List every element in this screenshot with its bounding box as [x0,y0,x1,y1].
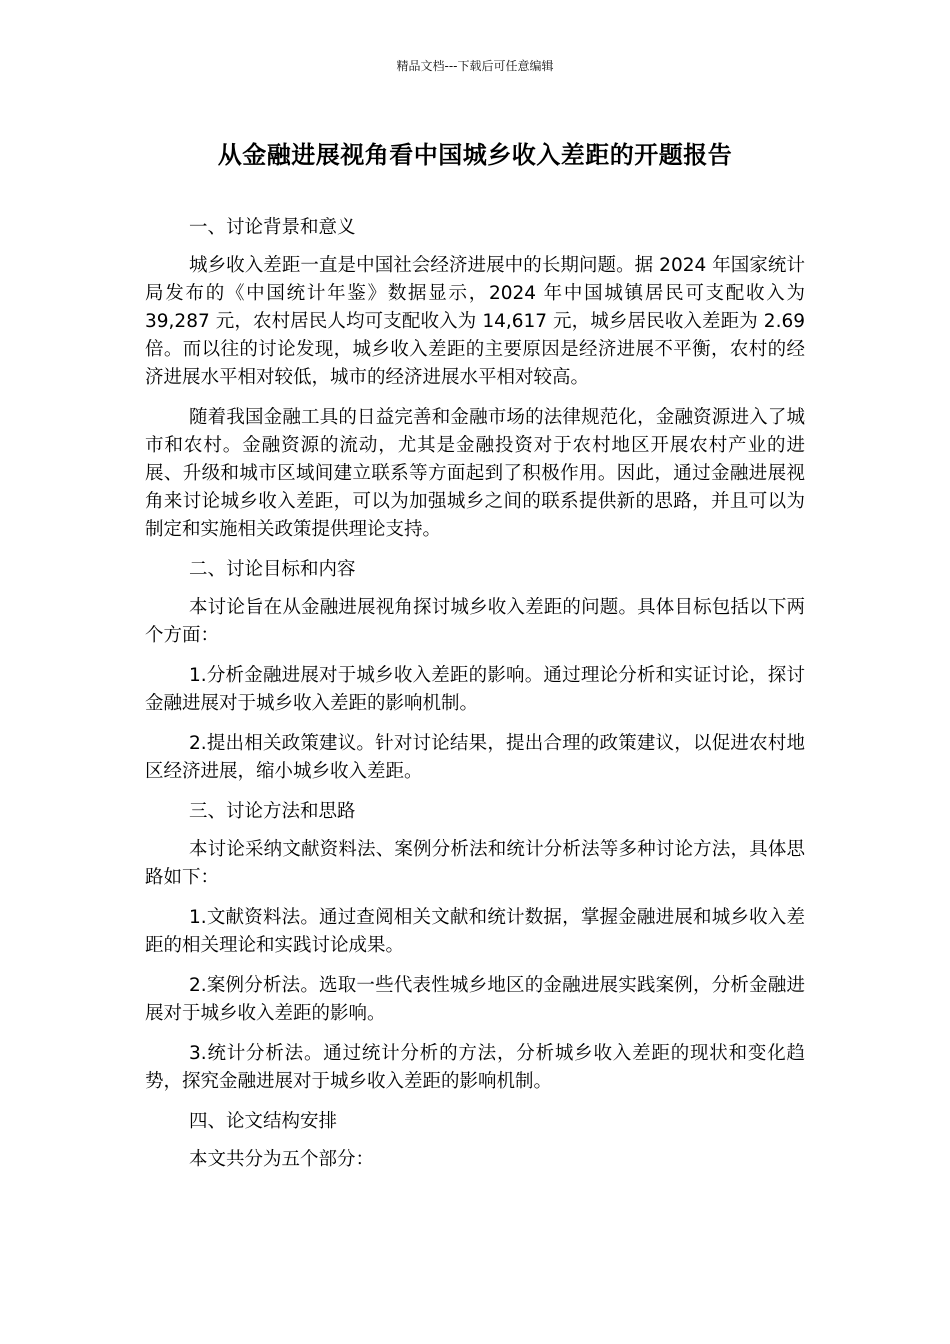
header-note: 精品文档---下载后可任意编辑 [396,59,554,73]
paragraph-method-3: 3.统计分析法。通过统计分析的方法，分析城乡收入差距的现状和变化趋势，探究金融进展对于城乡收入差距的影响机制。 [145,1043,805,1092]
document-body [145,214,805,1186]
paragraph-goals-intro: 本讨论旨在从金融进展视角探讨城乡收入差距的问题。具体目标包括以下两个方面： [145,597,805,646]
paragraph-method-1: 1.文献资料法。通过查阅相关文献和统计数据，掌握金融进展和城乡收入差距的相关理论和实践讨论成果。 [145,907,805,956]
paragraph-goal-2: 2.提出相关政策建议。针对讨论结果，提出合理的政策建议，以促进农村地区经济进展，缩小城乡收入差距。 [145,733,805,782]
paragraph-financial-resources: 随着我国金融工具的日益完善和金融市场的法律规范化，金融资源进入了城市和农村。金融资源的流动，尤其是金融投资对于农村地区开展农村产业的进展、升级和城市区域间建立联系等方面起到了积极作用。因此，通过金融进展视角来讨论城乡收入差距，可以为加强城乡之间的联系提供新的思路，并且可以为制定和实施相关政策提供理论支持。 [145,407,805,540]
paragraph-goal-1: 1.分析金融进展对于城乡收入差距的影响。通过理论分析和实证讨论，探讨金融进展对于城乡收入差距的影响机制。 [145,665,805,714]
paragraph-structure-intro: 本文共分为五个部分： [189,1149,375,1170]
document-title: 从金融进展视角看中国城乡收入差距的开题报告 [217,141,733,169]
section-heading-goals: 二、讨论目标和内容 [189,559,356,580]
section-heading-methods: 三、讨论方法和思路 [189,801,356,822]
paragraph-methods-intro: 本讨论采纳文献资料法、案例分析法和统计分析法等多种讨论方法，具体思路如下： [145,839,805,888]
section-heading-background: 一、讨论背景和意义 [189,217,356,238]
section-heading-structure: 四、论文结构安排 [189,1111,338,1132]
paragraph-income-gap-stats: 城乡收入差距一直是中国社会经济进展中的长期问题。据 2024 年国家统计局发布的《中国统计年鉴》数据显示，2024 年中国城镇居民可支配收入为 39,287 元，农村居民人均可支配收入为 14,617 元，城乡居民收入差距为 2.69 倍。而以往的讨论发现，城乡收入差距的主要原因是经济进展不平衡，农村的经济进展水平相对较低，城市的经济进展水平相对较高。 [145,255,805,388]
paragraph-method-2: 2.案例分析法。选取一些代表性城乡地区的金融进展实践案例，分析金融进展对于城乡收入差距的影响。 [145,975,805,1024]
